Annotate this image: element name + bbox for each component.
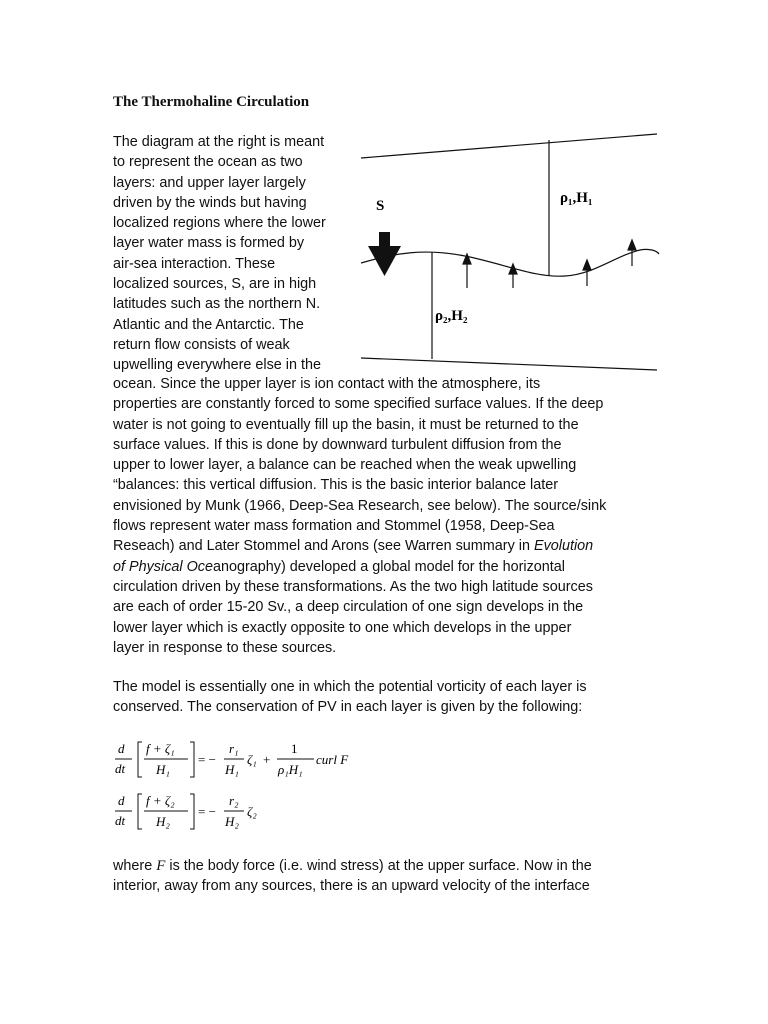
eq2-dt: dt <box>115 813 126 828</box>
text-line: upwelling everywhere else in the <box>113 357 321 374</box>
text-line: The model is essentially one in which the potential vorticity of each layer is <box>113 679 587 695</box>
model-paragraph <box>113 677 587 718</box>
text-line: return flow consists of weak <box>113 336 290 353</box>
eq2-equals-minus: = − <box>198 804 216 819</box>
text-line <box>113 536 606 556</box>
text-line: layer water mass is formed by <box>113 235 305 252</box>
book-title-italic: Evolution <box>533 538 594 555</box>
text-segment: where <box>113 858 157 874</box>
text-line: driven by the winds but having <box>113 194 307 211</box>
equation-upper-layer <box>115 741 358 777</box>
text-line: conserved. The conservation of PV in each layer is given by the following: <box>113 699 583 716</box>
two-layer-ocean-diagram <box>355 128 665 373</box>
eq2-numerator: f + ζ₂ <box>146 793 175 808</box>
text-line: localized regions where the lower <box>113 215 326 232</box>
eq2-r-denominator: H₂ <box>225 814 239 829</box>
eq1-d: d <box>118 741 125 756</box>
text-line: layers: and upper layer largely <box>113 174 306 191</box>
text-segment: Reseach) and Later Stommel and Arons (see Warren summary in <box>113 538 534 555</box>
text-line: circulation driven by these transformations. As the two high latitude sources <box>113 578 593 595</box>
text-line: to represent the ocean as two <box>113 154 303 171</box>
text-line: surface values. If this is done by downward turbulent diffusion from the <box>113 436 562 453</box>
text-line: water is not going to eventually fill up the basin, it must be returned to the <box>113 416 579 433</box>
eq1-denominator: H₁ <box>156 762 170 777</box>
text-line: properties are constantly forced to some specified surface values. If the deep <box>113 396 604 413</box>
body-force-paragraph <box>113 856 592 897</box>
text-line: upper to lower layer, a balance can be reached when the weak upwelling <box>113 457 577 474</box>
source-label: S <box>376 198 385 214</box>
text-line: latitudes such as the northern N. <box>113 296 321 313</box>
pv-equations <box>110 738 370 838</box>
text-line <box>113 557 606 577</box>
text-line: envisioned by Munk (1966, Deep-Sea Research, see below). The source/sink <box>113 497 607 514</box>
upper-layer-label: ρ₁,H₁ <box>560 190 593 206</box>
eq2-d: d <box>118 793 125 808</box>
source-arrow-icon <box>368 232 401 276</box>
text-line: are each of order 15-20 Sv., a deep circulation of one sign develops in the <box>113 599 584 616</box>
text-segment: is the body force (i.e. wind stress) at the upper surface. Now in the <box>165 858 592 874</box>
intro-paragraph-wide <box>113 374 606 658</box>
text-line: “balances: this vertical diffusion. This is the basic interior balance later <box>113 477 558 494</box>
text-segment: anography) developed a global model for the horizontal <box>212 558 565 575</box>
upwelling-arrow-icon <box>463 254 471 288</box>
text-line: localized sources, S, are in high <box>113 276 317 293</box>
equation-lower-layer <box>115 793 257 829</box>
eq1-equals-minus: = − <box>198 752 216 767</box>
text-line: interior, away from any sources, there is an upward velocity of the interface <box>113 878 590 895</box>
eq1-zeta: ζ₁ <box>247 752 257 767</box>
text-line <box>113 856 592 876</box>
text-line: flows represent water mass formation and Stommel (1958, Deep-Sea <box>113 518 555 535</box>
text-line: The diagram at the right is meant <box>113 134 325 150</box>
intro-paragraph-narrow <box>113 132 326 376</box>
eq1-r: r₁ <box>229 741 239 756</box>
text-line: layer in response to these sources. <box>113 639 337 656</box>
eq1-curl: curl F⃗ <box>316 752 359 767</box>
sea-surface-line <box>361 134 657 158</box>
eq1-rho-h: ρ₁H₁ <box>278 762 303 777</box>
eq1-plus: + <box>263 752 271 767</box>
lower-layer-label: ρ₂,H₂ <box>435 308 468 324</box>
eq2-zeta: ζ₂ <box>247 804 257 819</box>
book-title-italic: of Physical Oce <box>113 558 213 575</box>
eq1-r-denominator: H₁ <box>225 762 239 777</box>
ocean-bottom-line <box>361 358 657 370</box>
eq2-denominator: H₂ <box>156 814 170 829</box>
text-line: lower layer which is exactly opposite to one which develops in the upper <box>113 619 572 636</box>
eq1-one: 1 <box>291 741 298 756</box>
eq1-dt: dt <box>115 761 126 776</box>
text-line: ocean. Since the upper layer is ion contact with the atmosphere, its <box>113 376 541 392</box>
text-line: Atlantic and the Antarctic. The <box>113 316 304 333</box>
variable-F: F <box>156 858 166 874</box>
page-title: The Thermohaline Circulation <box>113 94 310 110</box>
text-line: air-sea interaction. These <box>113 255 276 272</box>
eq1-numerator: f + ζ₁ <box>146 741 175 756</box>
eq2-r: r₂ <box>229 793 239 808</box>
